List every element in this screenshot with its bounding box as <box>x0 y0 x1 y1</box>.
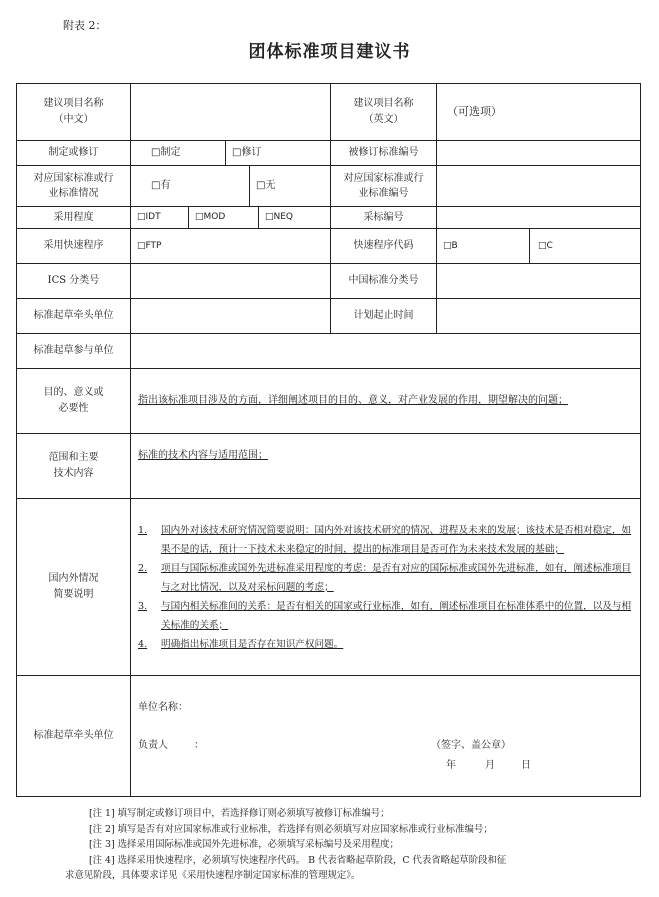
b-checkbox[interactable]: □B <box>436 228 530 264</box>
name-en-field[interactable] <box>436 83 641 141</box>
year-label: 年 <box>446 760 456 771</box>
revised-std-no-field[interactable] <box>436 140 641 166</box>
adopted-no-label: 采标编号 <box>330 206 437 229</box>
fast-track-code-label: 快速程序代码 <box>330 228 437 264</box>
mod-checkbox[interactable]: □MOD <box>188 206 259 229</box>
overview-item: 2. 项目与国际标准或国外先进标准采用程度的考虑：是否有对应的国际标准或国外先进标准，如有，阐述标准项目与之对比情况，以及对采标问题的考虑； <box>138 562 632 593</box>
day-label: 日 <box>521 760 531 771</box>
ccs-label: 中国标准分类号 <box>330 263 437 299</box>
plan-time-field[interactable] <box>436 298 641 334</box>
corresponding-no-field[interactable] <box>436 165 641 207</box>
fast-track-label: 采用快速程序 <box>16 228 131 264</box>
responsible-colon: ： <box>194 740 204 751</box>
plan-time-label: 计划起止时间 <box>330 298 437 334</box>
overview-item: 1. 国内外对该技术研究情况简要说明：国内外对该技术研究的情况、进程及未来的发展；该技术是否相对稳定，如果不是的话，预计一下技术未来稳定的时间，提出的标准项目是否可作为未来技术发展的基础； <box>138 524 632 555</box>
footnotes <box>65 806 625 884</box>
footnote-2: [注 2] 填写是否有对应国家标准或行业标准，若选择有则必须填写对应国家标准或行业标准编号； <box>89 823 493 835</box>
name-en-hint: （可选项） <box>447 105 502 119</box>
scope-label: 范围和主要 技术内容 <box>16 433 131 499</box>
name-cn-field[interactable] <box>130 83 331 141</box>
ics-field[interactable] <box>130 263 331 299</box>
adopted-no-field[interactable] <box>436 206 641 229</box>
proposal-form <box>17 84 641 798</box>
purpose-hint: 指出该标准项目涉及的方面，详细阐述项目的目的、意义，对产业发展的作用，期望解决的问题； <box>138 395 568 406</box>
sign-stamp-label: （签字、盖公章） <box>431 740 511 751</box>
overview-label: 国内外情况 简要说明 <box>16 498 131 676</box>
purpose-field[interactable] <box>130 368 641 434</box>
attachment-label: 附表 2： <box>63 19 107 32</box>
month-label: 月 <box>485 760 495 771</box>
footnote-4-continued: 求意见阶段，具体要求详见《采用快速程序制定国家标准的管理规定》。 <box>65 870 361 881</box>
ics-label: ICS 分类号 <box>16 263 131 299</box>
lead-unit-label: 标准起草牵头单位 <box>16 298 131 334</box>
neq-checkbox[interactable]: □NEQ <box>258 206 331 229</box>
make-or-revise-label: 制定或修订 <box>16 140 131 166</box>
no-checkbox[interactable]: □无 <box>249 165 331 207</box>
scope-field[interactable] <box>130 433 641 499</box>
revised-std-no-label: 被修订标准编号 <box>330 140 437 166</box>
sign-lead-unit-label: 标准起草牵头单位 <box>16 675 131 797</box>
ccs-field[interactable] <box>436 263 641 299</box>
c-checkbox[interactable]: □C <box>529 228 641 264</box>
signature-block[interactable] <box>130 675 641 797</box>
footnote-1: [注 1] 填写制定或修订项目中，若选择修订则必须填写被修订标准编号； <box>89 808 390 819</box>
name-cn-label: 建议项目名称 （中文） <box>16 83 131 141</box>
scope-hint: 标准的技术内容与适用范围； <box>138 450 268 461</box>
revise-checkbox[interactable]: □修订 <box>225 140 331 166</box>
corresponding-no-label: 对应国家标准或行 业标准编号 <box>330 165 437 207</box>
unit-name-label: 单位名称： <box>138 702 188 713</box>
participants-field[interactable] <box>130 333 641 369</box>
adoption-degree-label: 采用程度 <box>16 206 131 229</box>
ftp-checkbox[interactable]: □FTP <box>130 228 331 264</box>
make-checkbox[interactable]: □制定 <box>130 140 226 166</box>
responsible-label: 负责人 <box>138 740 168 751</box>
overview-item: 3. 与国内相关标准间的关系：是否有相关的国家或行业标准，如有，阐述标准项目在标准体系中的位置，以及与相关标准的关系； <box>138 600 632 631</box>
overview-field[interactable] <box>130 498 641 676</box>
footnote-3: [注 3] 选择采用国际标准或国外先进标准，必须填写采标编号及采用程度； <box>89 839 399 850</box>
overview-item: 4. 明确指出标准项目是否存在知识产权问题。 <box>138 638 344 650</box>
idt-checkbox[interactable]: □IDT <box>130 206 189 229</box>
yes-checkbox[interactable]: □有 <box>130 165 250 207</box>
corresponding-label: 对应国家标准或行 业标准情况 <box>16 165 131 207</box>
name-en-label: 建议项目名称 （英文） <box>330 83 437 141</box>
footnote-4: [注 4] 选择采用快速程序，必须填写快速程序代码。 B 代表省略起草阶段，C 代表省略起草阶段和征 <box>89 854 507 866</box>
purpose-label: 目的、意义或 必要性 <box>16 368 131 434</box>
overview-list <box>138 521 640 654</box>
lead-unit-field[interactable] <box>130 298 331 334</box>
participants-label: 标准起草参与单位 <box>16 333 131 369</box>
document-title: 团体标准项目建议书 <box>248 42 411 62</box>
